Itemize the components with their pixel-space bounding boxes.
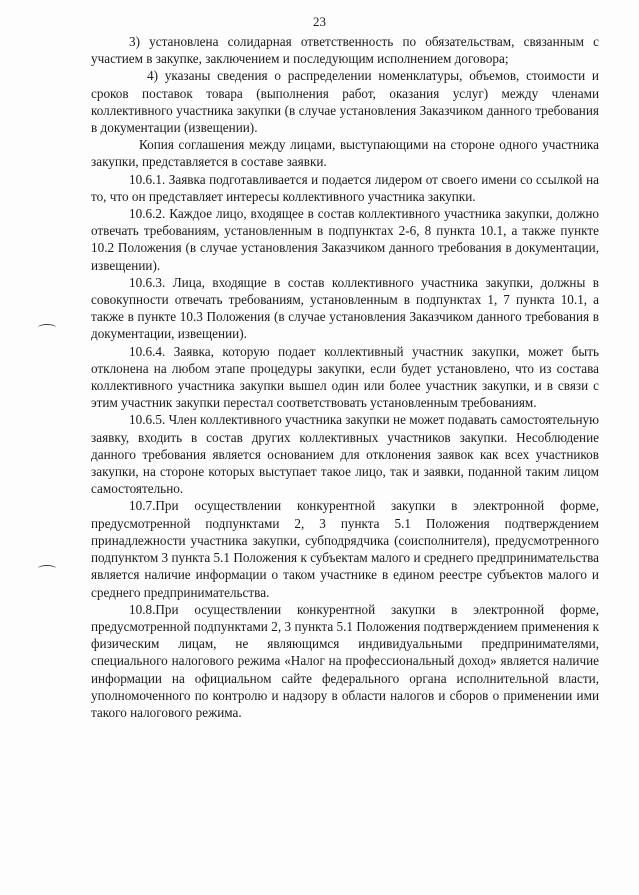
- paragraph-10-8: 10.8.При осуществлении конкурентной закупки в электронной форме, предусмотренной подпунктами 2, 3 пункта 5.1 Положения подтверждением применения к физическим лицам, не являющимся индивидуальными предпринимателями, специального налогового режима «Налог на профессиональный доход» является наличие информации на официальном сайте федерального органа исполнительной власти, уполномоченного по контролю и надзору в области налогов и сборов о применении ими такого налогового режима.: [91, 601, 599, 720]
- paragraph-10-6-3: 10.6.3. Лица, входящие в состав коллективного участника закупки, должны в совокупности отвечать требованиям, установленным в подпунктах 1, 7 пункта 10.1, а также в пункте 10.3 Положения (в случае установления Заказчиком данного требования в документации, извещении).: [91, 274, 599, 342]
- paragraph-item-3: 3) установлена солидарная ответственность по обязательствам, связанным с участием в закупке, заключением и последующим исполнением договора;: [91, 34, 599, 67]
- paragraph-10-6-4: 10.6.4. Заявка, которую подает коллективный участник закупки, может быть отклонена на любом этапе процедуры закупки, если будет установлено, что из состава коллективного участника закупки вышел один или более участник закупки, и в связи с этим участник закупки перестал соответствовать установленным требованиям.: [91, 343, 599, 411]
- paragraph-agreement-copy: Копия соглашения между лицами, выступающими на стороне одного участника закупки, представляется в составе заявки.: [91, 137, 599, 170]
- margin-mark-2: [38, 565, 56, 572]
- paragraph-item-4: 4) указаны сведения о распределении номенклатуры, объемов, стоимости и сроков поставок товара (выполнения работ, оказания услуг) между членами коллективного участника закупки (в случае установления Заказчиком данного требования в документации (извещении).: [91, 68, 599, 136]
- page-number: 23: [313, 14, 326, 29]
- margin-mark-1: [38, 324, 56, 331]
- paragraph-10-6-1: 10.6.1. Заявка подготавливается и подается лидером от своего имени со ссылкой на то, что он представляет интересы коллективного участника закупки.: [91, 171, 599, 204]
- paragraph-10-6-2: 10.6.2. Каждое лицо, входящее в состав коллективного участника закупки, должно отвечать требованиям, установленным в подпунктах 2-6, 8 пункта 10.1, а также пункте 10.2 Положения (в случае установления Заказчиком данного требования в документации, извещении).: [91, 206, 599, 273]
- document-body: [91, 33, 599, 721]
- paragraph-10-6-5: 10.6.5. Член коллективного участника закупки не может подавать самостоятельную заявку, входить в состав других коллективных участников закупки. Несоблюдение данного требования является основанием для отклонения заявок как всех участников закупки, на стороне которых выступает такое лицо, так и заявки, поданной таким лицом самостоятельно.: [91, 412, 599, 497]
- paragraph-10-7: 10.7.При осуществлении конкурентной закупки в электронной форме, предусмотренной подпунктами 2, 3 пункта 5.1 Положения подтверждением принадлежности участника закупки, субподрядчика (соисполнителя), предусмотренного подпунктом 3 пункта 5.1 Положения к субъектам малого и среднего предпринимательства является наличие информации о таком участнике в едином реестре субъектов малого и среднего предпринимательства.: [91, 498, 599, 600]
